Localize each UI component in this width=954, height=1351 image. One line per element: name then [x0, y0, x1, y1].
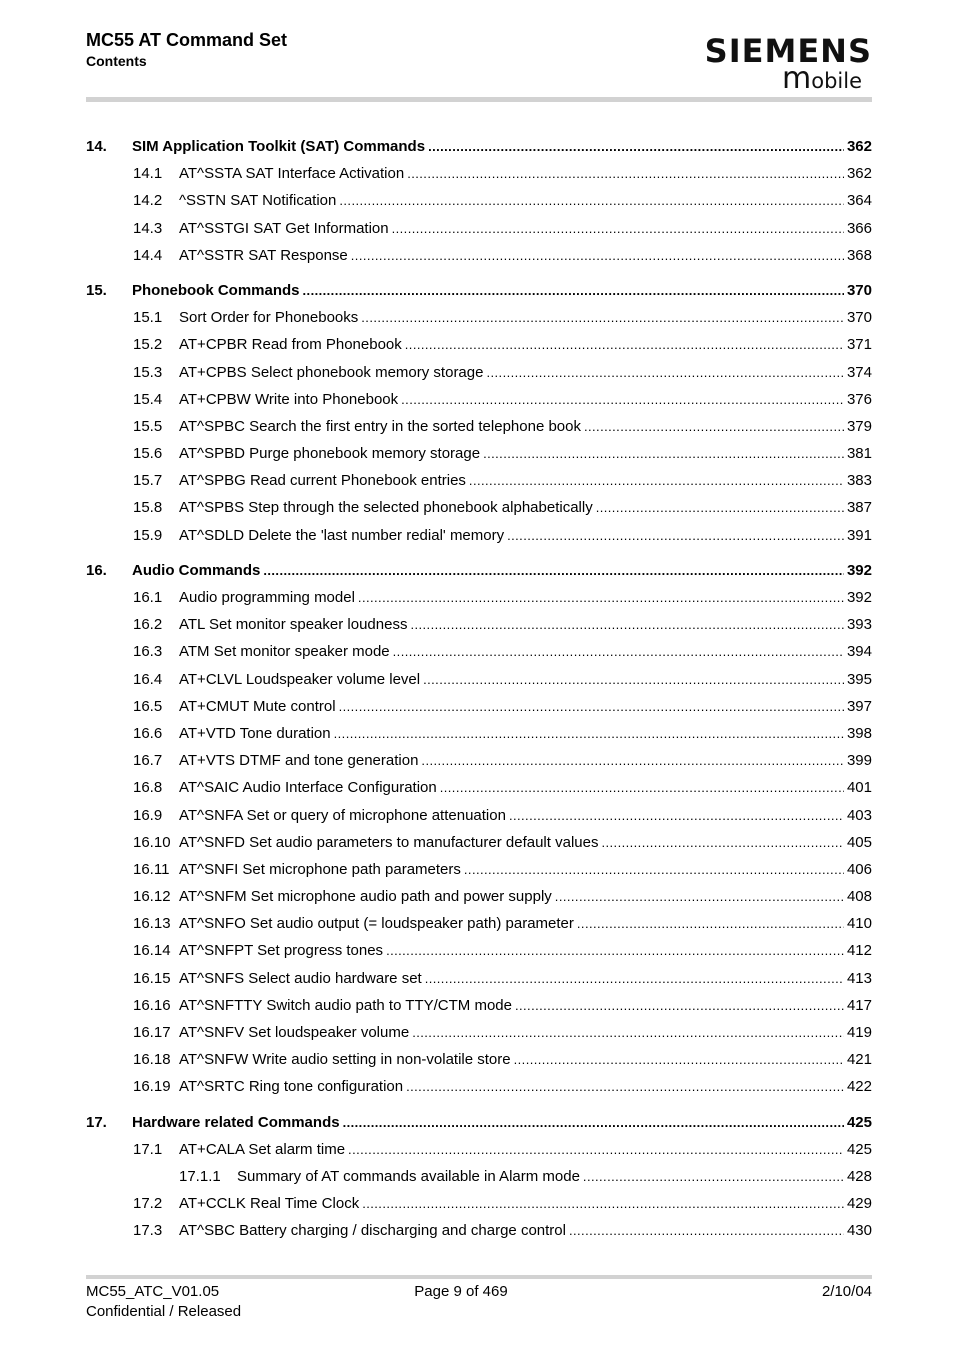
toc-entry-page: 406: [846, 860, 872, 878]
toc-entry-number: 16.17: [133, 1024, 171, 1041]
toc-entry-page: 421: [846, 1051, 872, 1069]
toc-entry-title: SIM Application Toolkit (SAT) Commands: [132, 138, 426, 155]
toc-dot-leader: [348, 1142, 844, 1157]
toc-dot-leader: [358, 590, 844, 605]
toc-entry-number: 16.10: [133, 833, 171, 851]
toc-entry[interactable]: [86, 309, 872, 336]
toc-dot-leader: [577, 916, 844, 931]
toc-entry-number: 16.9: [133, 806, 163, 824]
toc-entry-title: AT+VTS DTMF and tone generation: [179, 752, 419, 770]
toc-entry[interactable]: [86, 1141, 872, 1168]
toc-entry[interactable]: [86, 725, 872, 752]
toc-entry[interactable]: [86, 997, 872, 1024]
toc-entry[interactable]: [86, 834, 872, 861]
toc-dot-leader: [412, 1025, 844, 1040]
toc-entry-page: 381: [846, 445, 872, 463]
toc-entry-title: Audio Commands: [132, 561, 261, 579]
toc-entry-page: 408: [846, 888, 872, 906]
toc-entry-page: 417: [846, 996, 872, 1014]
toc-entry-number: 16.6: [133, 724, 163, 742]
toc-dot-leader: [596, 500, 844, 515]
toc-entry-number: 16.: [86, 561, 107, 579]
toc-entry-number: 16.16: [133, 996, 171, 1014]
document-title: MC55 AT Command Set: [86, 30, 288, 50]
section-label: Contents: [86, 53, 147, 69]
toc-entry[interactable]: [86, 1051, 872, 1078]
toc-entry-page: 362: [846, 165, 872, 183]
toc-entry-title: AT^SPBG Read current Phonebook entries: [179, 472, 466, 490]
toc-dot-leader: [393, 644, 844, 659]
toc-entry[interactable]: [86, 1168, 872, 1195]
toc-entry-number: 16.2: [133, 616, 163, 634]
toc-dot-leader: [486, 365, 844, 380]
toc-entry-page: 374: [846, 363, 872, 381]
toc-entry[interactable]: [86, 282, 872, 309]
toc-entry-page: 383: [846, 472, 872, 490]
toc-entry-number: 16.7: [133, 752, 163, 770]
toc-entry[interactable]: [86, 220, 872, 247]
toc-entry-title: AT^SSTA SAT Interface Activation: [179, 165, 405, 183]
toc-entry-title: AT+CMUT Mute control: [179, 697, 336, 715]
toc-entry[interactable]: [86, 1222, 872, 1249]
toc-entry[interactable]: [86, 391, 872, 418]
toc-entry-title: AT^SBC Battery charging / discharging and charge control: [179, 1222, 566, 1240]
toc-dot-leader: [361, 310, 844, 325]
toc-entry-title: AT^SSTGI SAT Get Information: [179, 219, 389, 237]
toc-entry-title: AT^SNFA Set or query of microphone attenuation: [179, 806, 506, 824]
toc-entry-number: 16.18: [133, 1051, 171, 1069]
toc-entry-number: 16.5: [133, 697, 163, 715]
toc-dot-leader: [507, 528, 844, 543]
toc-dot-leader: [351, 248, 844, 263]
toc-entry-title: Phonebook Commands: [132, 281, 300, 299]
toc-entry-page: 398: [846, 724, 872, 742]
toc-entry-page: 393: [846, 616, 872, 634]
toc-entry-page: 429: [846, 1195, 872, 1213]
toc-entry[interactable]: [86, 472, 872, 499]
toc-entry-page: 366: [846, 219, 872, 237]
toc-entry-page: 412: [846, 942, 872, 960]
toc-entry-number: 16.15: [133, 969, 171, 987]
toc-entry-number: 15.8: [133, 499, 163, 517]
toc-dot-leader: [263, 563, 844, 578]
toc-entry-number: 15.2: [133, 336, 163, 354]
toc-entry-title: ATL Set monitor speaker loudness: [179, 616, 408, 634]
toc-dot-leader: [339, 699, 844, 714]
toc-entry[interactable]: [86, 336, 872, 363]
toc-dot-leader: [469, 473, 844, 488]
toc-entry-title: AT+CPBW Write into Phonebook: [179, 390, 399, 408]
toc-entry-page: 376: [846, 390, 872, 408]
toc-entry-page: 401: [846, 779, 872, 797]
toc-entry[interactable]: [86, 1078, 872, 1105]
header-divider: [86, 97, 872, 102]
toc-entry-number: 15.9: [133, 526, 163, 544]
toc-entry[interactable]: [86, 942, 872, 969]
toc-entry[interactable]: [86, 499, 872, 526]
toc-entry-number: 16.8: [133, 779, 163, 797]
toc-entry-title: AT^SNFD Set audio parameters to manufacturer default values: [179, 833, 599, 851]
brand-subline: [682, 61, 862, 96]
toc-entry-page: 422: [846, 1078, 872, 1096]
toc-entry-title: ATM Set monitor speaker mode: [179, 643, 390, 661]
toc-entry-number: 17.3: [133, 1222, 163, 1240]
toc-entry-page: 370: [846, 309, 872, 327]
toc-entry[interactable]: [86, 165, 872, 192]
toc-dot-leader: [339, 193, 844, 208]
toc-dot-leader: [464, 862, 844, 877]
toc-entry[interactable]: [86, 861, 872, 888]
toc-dot-leader: [509, 808, 844, 823]
toc-entry[interactable]: [86, 138, 872, 165]
toc-entry-title: AT^SRTC Ring tone configuration: [179, 1078, 404, 1096]
toc-dot-leader: [515, 998, 844, 1013]
toc-entry[interactable]: [86, 643, 872, 670]
toc-dot-leader: [410, 617, 844, 632]
toc-entry[interactable]: [86, 445, 872, 472]
toc-entry[interactable]: [86, 698, 872, 725]
toc-entry-title: Audio programming model: [179, 589, 355, 606]
toc-dot-leader: [555, 889, 844, 904]
toc-entry-number: 14.4: [133, 246, 163, 264]
toc-entry-number: 16.11: [133, 860, 170, 878]
toc-entry-title: AT^SNFI Set microphone path parameters: [179, 860, 461, 878]
toc-entry-title: AT^SNFTTY Switch audio path to TTY/CTM mode: [179, 996, 512, 1014]
toc-dot-leader: [423, 672, 844, 687]
toc-entry-title: AT^SSTR SAT Response: [179, 246, 348, 264]
page-header: [86, 28, 872, 100]
toc-entry-page: 428: [846, 1167, 872, 1185]
toc-dot-leader: [386, 943, 844, 958]
toc-entry-title: AT^SPBD Purge phonebook memory storage: [179, 445, 481, 463]
toc-entry-number: 14.3: [133, 219, 163, 237]
toc-dot-leader: [428, 139, 844, 154]
toc-entry-title: AT^SPBC Search the first entry in the sorted telephone book: [179, 417, 581, 435]
toc-entry-page: 413: [846, 969, 872, 987]
toc-dot-leader: [569, 1223, 844, 1238]
brand-sub-initial: m: [781, 61, 812, 96]
toc-entry[interactable]: [86, 752, 872, 779]
toc-entry-page: 397: [846, 697, 872, 715]
toc-entry-page: 368: [846, 246, 872, 264]
toc-entry[interactable]: [86, 192, 872, 219]
footer-page-number: Page 9 of 469: [414, 1283, 508, 1300]
toc-entry-number: 17.: [86, 1113, 107, 1131]
toc-dot-leader: [334, 726, 844, 741]
footer-status: Confidential / Released: [86, 1303, 242, 1320]
toc-entry-number: 15.6: [133, 445, 163, 463]
toc-entry[interactable]: [86, 671, 872, 698]
toc-entry[interactable]: [86, 1024, 872, 1051]
toc-entry-page: 364: [846, 192, 872, 210]
brand-name: SIEMENS: [704, 32, 872, 70]
toc-dot-leader: [392, 221, 844, 236]
toc-entry-number: 16.14: [133, 942, 171, 960]
toc-entry-page: 410: [846, 915, 872, 933]
toc-entry[interactable]: [86, 807, 872, 834]
toc-dot-leader: [601, 835, 844, 850]
toc-entry-number: 17.1.1: [179, 1167, 221, 1185]
toc-entry-title: Sort Order for Phonebooks: [179, 309, 359, 327]
toc-entry-page: 362: [846, 138, 872, 155]
toc-entry-number: 16.4: [133, 670, 163, 688]
toc-entry-page: 419: [846, 1024, 872, 1041]
toc-entry[interactable]: [86, 616, 872, 643]
toc-entry-number: 15.1: [133, 309, 163, 327]
toc-entry[interactable]: [86, 779, 872, 806]
toc-dot-leader: [584, 419, 844, 434]
toc-dot-leader: [407, 166, 844, 181]
toc-entry-title: Hardware related Commands: [132, 1113, 340, 1131]
toc-dot-leader: [514, 1052, 844, 1067]
siemens-mobile-logo: [682, 34, 872, 100]
toc-entry-title: AT^SNFM Set microphone audio path and power supply: [179, 888, 552, 906]
toc-entry-number: 14.1: [133, 165, 163, 183]
toc-dot-leader: [405, 337, 844, 352]
toc-entry-page: 403: [846, 806, 872, 824]
toc-entry-number: 14.2: [133, 192, 163, 210]
toc-entry-page: 425: [846, 1113, 872, 1131]
toc-dot-leader: [406, 1079, 844, 1094]
toc-entry-page: 425: [846, 1140, 872, 1158]
toc-entry-number: 16.3: [133, 643, 163, 661]
toc-entry[interactable]: [86, 247, 872, 274]
toc-entry-title: AT^SPBS Step through the selected phonebook alphabetically: [179, 499, 593, 517]
footer-doc-id: MC55_ATC_V01.05: [86, 1283, 220, 1300]
toc-entry[interactable]: [86, 1195, 872, 1222]
toc-entry-number: 16.12: [133, 888, 171, 906]
toc-entry-title: AT^SNFW Write audio setting in non-volatile store: [179, 1051, 511, 1069]
toc-entry-page: 387: [846, 499, 872, 517]
toc-dot-leader: [421, 753, 844, 768]
toc-entry-title: AT^SNFPT Set progress tones: [179, 942, 384, 960]
toc-entry-page: 394: [846, 643, 872, 661]
toc-entry-page: 392: [846, 589, 872, 606]
toc-entry[interactable]: [86, 418, 872, 445]
toc-entry-page: 395: [846, 670, 872, 688]
toc-entry[interactable]: [86, 562, 872, 589]
toc-entry-title: AT+CLVL Loudspeaker volume level: [179, 670, 421, 688]
toc-dot-leader: [440, 780, 844, 795]
toc-entry[interactable]: [86, 527, 872, 554]
toc-dot-leader: [583, 1169, 844, 1184]
toc-entry-page: 405: [846, 833, 872, 851]
toc-entry-number: 16.13: [133, 915, 171, 933]
toc-entry-title: AT+CPBS Select phonebook memory storage: [179, 363, 484, 381]
toc-entry-number: 15.3: [133, 363, 163, 381]
table-of-contents: [86, 138, 872, 1250]
toc-entry-title: AT+CALA Set alarm time: [179, 1140, 346, 1158]
toc-dot-leader: [401, 392, 844, 407]
toc-entry-title: Summary of AT commands available in Alarm mode: [237, 1167, 580, 1185]
toc-entry-page: 391: [846, 526, 872, 544]
brand-sub-rest: obile: [811, 69, 862, 93]
toc-dot-leader: [343, 1115, 844, 1130]
toc-entry-title: AT^SNFO Set audio output (= loudspeaker path) parameter: [179, 915, 574, 933]
toc-entry-number: 14.: [86, 138, 107, 155]
toc-entry-title: AT^SDLD Delete the 'last number redial' memory: [179, 526, 505, 544]
toc-entry-title: AT+VTD Tone duration: [179, 724, 331, 742]
toc-dot-leader: [303, 283, 844, 298]
toc-entry[interactable]: [86, 589, 872, 616]
toc-entry-page: 430: [846, 1222, 872, 1240]
toc-entry-page: 399: [846, 752, 872, 770]
toc-entry-number: 16.1: [133, 589, 163, 606]
toc-entry-number: 15.: [86, 281, 107, 299]
toc-entry-page: 370: [846, 281, 872, 299]
toc-entry-title: AT^SNFV Set loudspeaker volume: [179, 1024, 410, 1041]
toc-entry-number: 15.4: [133, 390, 163, 408]
toc-entry-number: 17.1: [133, 1140, 163, 1158]
toc-entry[interactable]: [86, 364, 872, 391]
toc-entry-page: 392: [846, 561, 872, 579]
toc-entry-page: 379: [846, 417, 872, 435]
toc-entry[interactable]: [86, 970, 872, 997]
toc-entry-number: 15.7: [133, 472, 163, 490]
toc-entry[interactable]: [86, 1114, 872, 1141]
toc-entry-title: AT^SAIC Audio Interface Configuration: [179, 779, 437, 797]
toc-entry-number: 16.19: [133, 1078, 171, 1096]
toc-entry-number: 17.2: [133, 1195, 163, 1213]
footer-date: 2/10/04: [821, 1283, 872, 1300]
toc-dot-leader: [425, 971, 844, 986]
toc-entry[interactable]: [86, 888, 872, 915]
toc-dot-leader: [362, 1196, 844, 1211]
toc-entry-title: AT+CCLK Real Time Clock: [179, 1195, 360, 1213]
toc-entry-title: ^SSTN SAT Notification: [179, 192, 337, 210]
footer-divider: [86, 1275, 872, 1279]
toc-entry-title: AT+CPBR Read from Phonebook: [179, 336, 402, 354]
toc-entry-title: AT^SNFS Select audio hardware set: [179, 969, 422, 987]
toc-entry-page: 371: [846, 336, 872, 354]
toc-dot-leader: [483, 446, 844, 461]
toc-entry-number: 15.5: [133, 417, 163, 435]
toc-entry[interactable]: [86, 915, 872, 942]
